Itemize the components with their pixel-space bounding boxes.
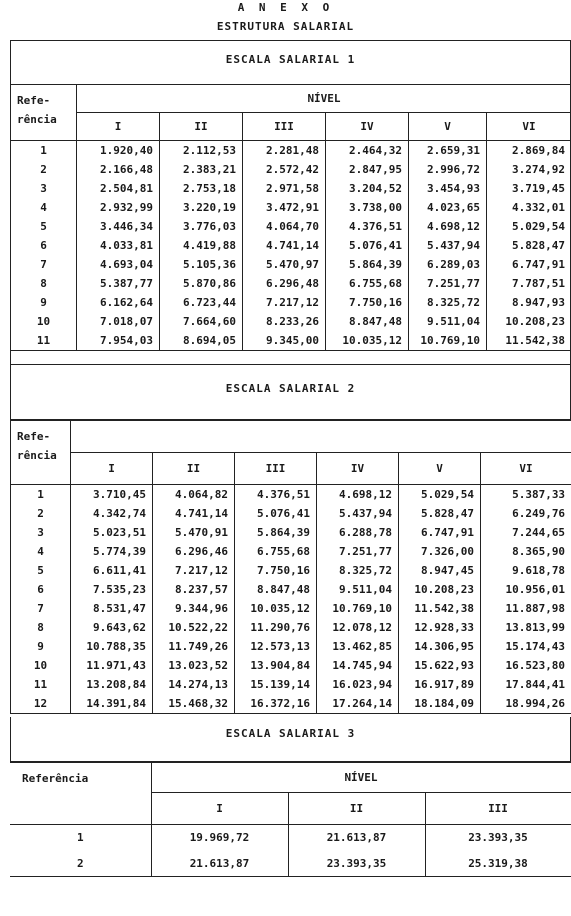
table-row (11, 523, 571, 542)
ref-cell: 3 (11, 179, 77, 198)
value-cell: 6.723,44 (160, 293, 243, 312)
ref-cell: 10 (11, 312, 77, 331)
value-cell: 12.573,13 (235, 637, 317, 656)
ref-cell: 1 (10, 825, 151, 851)
value-cell: 2.996,72 (409, 160, 487, 179)
table-row (11, 694, 571, 714)
value-cell: 6.162,64 (77, 293, 160, 312)
s2-col-header: I (71, 453, 153, 485)
value-cell: 14.745,94 (317, 656, 399, 675)
s1-col-header: V (409, 113, 487, 141)
value-cell: 9.345,00 (243, 331, 326, 351)
value-cell: 6.755,68 (235, 542, 317, 561)
s2-col-header: II (153, 453, 235, 485)
value-cell: 2.932,99 (77, 198, 160, 217)
value-cell: 8.847,48 (326, 312, 409, 331)
value-cell: 7.750,16 (326, 293, 409, 312)
s1-col-header: II (160, 113, 243, 141)
table-row (11, 217, 571, 236)
value-cell: 3.274,92 (487, 160, 571, 179)
value-cell: 5.774,39 (71, 542, 153, 561)
scale-2-ref-header (11, 421, 71, 485)
value-cell: 5.828,47 (487, 236, 571, 255)
value-cell: 3.738,00 (326, 198, 409, 217)
scale-1-nivel-header: NÍVEL (77, 85, 571, 113)
ref-cell: 7 (11, 255, 77, 274)
ref-cell: 2 (11, 504, 71, 523)
value-cell: 9.643,62 (71, 618, 153, 637)
value-cell: 15.174,43 (481, 637, 571, 656)
s1-col-header: VI (487, 113, 571, 141)
table-row (11, 561, 571, 580)
table-row (11, 255, 571, 274)
value-cell: 4.376,51 (326, 217, 409, 236)
value-cell: 8.325,72 (409, 293, 487, 312)
value-cell: 7.217,12 (153, 561, 235, 580)
s3-col-header: III (425, 793, 571, 825)
table-row (11, 312, 571, 331)
table-row (11, 274, 571, 293)
value-cell: 7.954,03 (77, 331, 160, 351)
ref-cell: 2 (10, 851, 151, 877)
value-cell: 6.747,91 (399, 523, 481, 542)
table-row (11, 485, 571, 505)
value-cell: 5.437,94 (409, 236, 487, 255)
value-cell: 13.904,84 (235, 656, 317, 675)
ref-cell: 11 (11, 331, 77, 351)
scale-3-ref-header: Referência (10, 763, 151, 825)
ref-cell: 7 (11, 599, 71, 618)
table-row (11, 198, 571, 217)
value-cell: 4.332,01 (487, 198, 571, 217)
ref-cell: 4 (11, 198, 77, 217)
value-cell: 19.969,72 (151, 825, 288, 851)
value-cell: 4.376,51 (235, 485, 317, 505)
value-cell: 13.462,85 (317, 637, 399, 656)
value-cell: 17.264,14 (317, 694, 399, 714)
value-cell: 15.139,14 (235, 675, 317, 694)
value-cell: 14.391,84 (71, 694, 153, 714)
value-cell: 5.029,54 (399, 485, 481, 505)
ref-cell: 8 (11, 618, 71, 637)
value-cell: 16.917,89 (399, 675, 481, 694)
table-row (11, 580, 571, 599)
value-cell: 5.864,39 (326, 255, 409, 274)
value-cell: 4.064,70 (243, 217, 326, 236)
value-cell: 6.288,78 (317, 523, 399, 542)
table-row (10, 825, 571, 851)
value-cell: 6.755,68 (326, 274, 409, 293)
scale-1-title: ESCALA SALARIAL 1 (225, 53, 356, 66)
value-cell: 5.105,36 (160, 255, 243, 274)
value-cell: 3.472,91 (243, 198, 326, 217)
value-cell: 5.023,51 (71, 523, 153, 542)
value-cell: 5.470,91 (153, 523, 235, 542)
scale-2-section (10, 365, 571, 420)
value-cell: 7.244,65 (481, 523, 571, 542)
value-cell: 5.029,54 (487, 217, 571, 236)
ref-cell: 5 (11, 561, 71, 580)
value-cell: 8.325,72 (317, 561, 399, 580)
value-cell: 16.023,94 (317, 675, 399, 694)
ref-cell: 6 (11, 236, 77, 255)
value-cell: 13.813,99 (481, 618, 571, 637)
value-cell: 23.393,35 (288, 851, 425, 877)
s1-col-header: III (243, 113, 326, 141)
value-cell: 10.035,12 (326, 331, 409, 351)
value-cell: 3.710,45 (71, 485, 153, 505)
table-row (11, 618, 571, 637)
value-cell: 5.864,39 (235, 523, 317, 542)
document-title: ESTRUTURA SALARIAL (216, 20, 355, 33)
value-cell: 4.698,12 (317, 485, 399, 505)
s3-col-header: I (151, 793, 288, 825)
table-row (11, 160, 571, 179)
ref-cell: 6 (11, 580, 71, 599)
s2-col-header: IV (317, 453, 399, 485)
table-row (11, 656, 571, 675)
table-row (11, 542, 571, 561)
value-cell: 4.033,81 (77, 236, 160, 255)
value-cell: 6.747,91 (487, 255, 571, 274)
value-cell: 9.511,04 (317, 580, 399, 599)
value-cell: 7.535,23 (71, 580, 153, 599)
annex-heading: A N E X O (237, 1, 334, 14)
scale-2-ref-label-2: rência (17, 449, 57, 462)
value-cell: 2.659,31 (409, 141, 487, 161)
ref-cell: 2 (11, 160, 77, 179)
ref-cell: 1 (11, 485, 71, 505)
value-cell: 21.613,87 (151, 851, 288, 877)
value-cell: 6.289,03 (409, 255, 487, 274)
scale-3-title: ESCALA SALARIAL 3 (225, 727, 356, 740)
value-cell: 11.542,38 (487, 331, 571, 351)
value-cell: 8.237,57 (153, 580, 235, 599)
value-cell: 15.622,93 (399, 656, 481, 675)
value-cell: 7.251,77 (317, 542, 399, 561)
value-cell: 7.217,12 (243, 293, 326, 312)
value-cell: 16.372,16 (235, 694, 317, 714)
value-cell: 10.035,12 (235, 599, 317, 618)
table-row (11, 293, 571, 312)
value-cell: 2.504,81 (77, 179, 160, 198)
value-cell: 23.393,35 (425, 825, 571, 851)
value-cell: 4.064,82 (153, 485, 235, 505)
value-cell: 6.296,48 (243, 274, 326, 293)
value-cell: 2.383,21 (160, 160, 243, 179)
value-cell: 4.023,65 (409, 198, 487, 217)
value-cell: 7.018,07 (77, 312, 160, 331)
value-cell: 5.437,94 (317, 504, 399, 523)
value-cell: 8.531,47 (71, 599, 153, 618)
value-cell: 2.971,58 (243, 179, 326, 198)
value-cell: 2.572,42 (243, 160, 326, 179)
value-cell: 12.928,33 (399, 618, 481, 637)
value-cell: 3.454,93 (409, 179, 487, 198)
ref-cell: 1 (11, 141, 77, 161)
value-cell: 21.613,87 (288, 825, 425, 851)
value-cell: 11.749,26 (153, 637, 235, 656)
table-row (10, 851, 571, 877)
scale-3-nivel-header: NÍVEL (151, 763, 571, 793)
value-cell: 5.828,47 (399, 504, 481, 523)
value-cell: 2.753,18 (160, 179, 243, 198)
value-cell: 11.887,98 (481, 599, 571, 618)
value-cell: 9.618,78 (481, 561, 571, 580)
s2-col-header: III (235, 453, 317, 485)
value-cell: 3.776,03 (160, 217, 243, 236)
value-cell: 11.542,38 (399, 599, 481, 618)
scale-2-ref-label-1: Refe- (17, 430, 51, 443)
value-cell: 8.233,26 (243, 312, 326, 331)
value-cell: 7.326,00 (399, 542, 481, 561)
ref-cell: 5 (11, 217, 77, 236)
value-cell: 10.522,22 (153, 618, 235, 637)
value-cell: 8.947,45 (399, 561, 481, 580)
table-row (11, 236, 571, 255)
value-cell: 5.387,33 (481, 485, 571, 505)
scale-2-table (10, 420, 571, 714)
ref-cell: 11 (11, 675, 71, 694)
scale-1-ref-label-1: Refe- (17, 94, 51, 107)
value-cell: 6.296,46 (153, 542, 235, 561)
table-row (11, 637, 571, 656)
value-cell: 3.446,34 (77, 217, 160, 236)
value-cell: 8.694,05 (160, 331, 243, 351)
ref-cell: 10 (11, 656, 71, 675)
scale-1-ref-header (11, 85, 77, 141)
value-cell: 15.468,32 (153, 694, 235, 714)
value-cell: 4.693,04 (77, 255, 160, 274)
table-row (11, 331, 571, 351)
value-cell: 2.847,95 (326, 160, 409, 179)
s1-col-header: IV (326, 113, 409, 141)
value-cell: 18.184,09 (399, 694, 481, 714)
value-cell: 7.664,60 (160, 312, 243, 331)
value-cell: 9.511,04 (409, 312, 487, 331)
value-cell: 10.208,23 (487, 312, 571, 331)
value-cell: 2.166,48 (77, 160, 160, 179)
value-cell: 5.870,86 (160, 274, 243, 293)
value-cell: 13.208,84 (71, 675, 153, 694)
value-cell: 2.281,48 (243, 141, 326, 161)
scale-2-nivel-header (71, 421, 571, 453)
table-row (11, 141, 571, 161)
ref-cell: 9 (11, 637, 71, 656)
s2-col-header: V (399, 453, 481, 485)
s2-col-header: VI (481, 453, 571, 485)
value-cell: 4.741,14 (153, 504, 235, 523)
value-cell: 3.204,52 (326, 179, 409, 198)
value-cell: 2.869,84 (487, 141, 571, 161)
value-cell: 14.306,95 (399, 637, 481, 656)
value-cell: 2.464,32 (326, 141, 409, 161)
s1-col-header: I (77, 113, 160, 141)
ref-cell: 12 (11, 694, 71, 714)
value-cell: 7.750,16 (235, 561, 317, 580)
value-cell: 3.220,19 (160, 198, 243, 217)
value-cell: 18.994,26 (481, 694, 571, 714)
value-cell: 10.769,10 (317, 599, 399, 618)
ref-cell: 4 (11, 542, 71, 561)
table-row (11, 599, 571, 618)
value-cell: 11.290,76 (235, 618, 317, 637)
scale-3-section (10, 717, 571, 762)
scale-2-title: ESCALA SALARIAL 2 (225, 382, 356, 395)
value-cell: 10.208,23 (399, 580, 481, 599)
value-cell: 1.920,40 (77, 141, 160, 161)
value-cell: 6.611,41 (71, 561, 153, 580)
value-cell: 5.470,97 (243, 255, 326, 274)
scale-1-table (10, 84, 571, 351)
value-cell: 25.319,38 (425, 851, 571, 877)
table-row (11, 179, 571, 198)
ref-cell: 3 (11, 523, 71, 542)
value-cell: 8.847,48 (235, 580, 317, 599)
value-cell: 4.419,88 (160, 236, 243, 255)
table-row (11, 675, 571, 694)
value-cell: 16.523,80 (481, 656, 571, 675)
value-cell: 10.788,35 (71, 637, 153, 656)
value-cell: 6.249,76 (481, 504, 571, 523)
value-cell: 5.076,41 (235, 504, 317, 523)
value-cell: 13.023,52 (153, 656, 235, 675)
value-cell: 3.719,45 (487, 179, 571, 198)
scale-1-ref-label-2: rência (17, 113, 57, 126)
ref-cell: 8 (11, 274, 77, 293)
ref-cell: 9 (11, 293, 77, 312)
value-cell: 7.251,77 (409, 274, 487, 293)
value-cell: 4.698,12 (409, 217, 487, 236)
s3-col-header: II (288, 793, 425, 825)
table-row (11, 504, 571, 523)
value-cell: 4.741,14 (243, 236, 326, 255)
value-cell: 2.112,53 (160, 141, 243, 161)
value-cell: 4.342,74 (71, 504, 153, 523)
value-cell: 8.947,93 (487, 293, 571, 312)
value-cell: 7.787,51 (487, 274, 571, 293)
value-cell: 5.076,41 (326, 236, 409, 255)
value-cell: 14.274,13 (153, 675, 235, 694)
value-cell: 8.365,90 (481, 542, 571, 561)
value-cell: 9.344,96 (153, 599, 235, 618)
value-cell: 17.844,41 (481, 675, 571, 694)
value-cell: 10.956,01 (481, 580, 571, 599)
scale-3-table (10, 762, 571, 877)
value-cell: 11.971,43 (71, 656, 153, 675)
value-cell: 10.769,10 (409, 331, 487, 351)
value-cell: 12.078,12 (317, 618, 399, 637)
value-cell: 5.387,77 (77, 274, 160, 293)
